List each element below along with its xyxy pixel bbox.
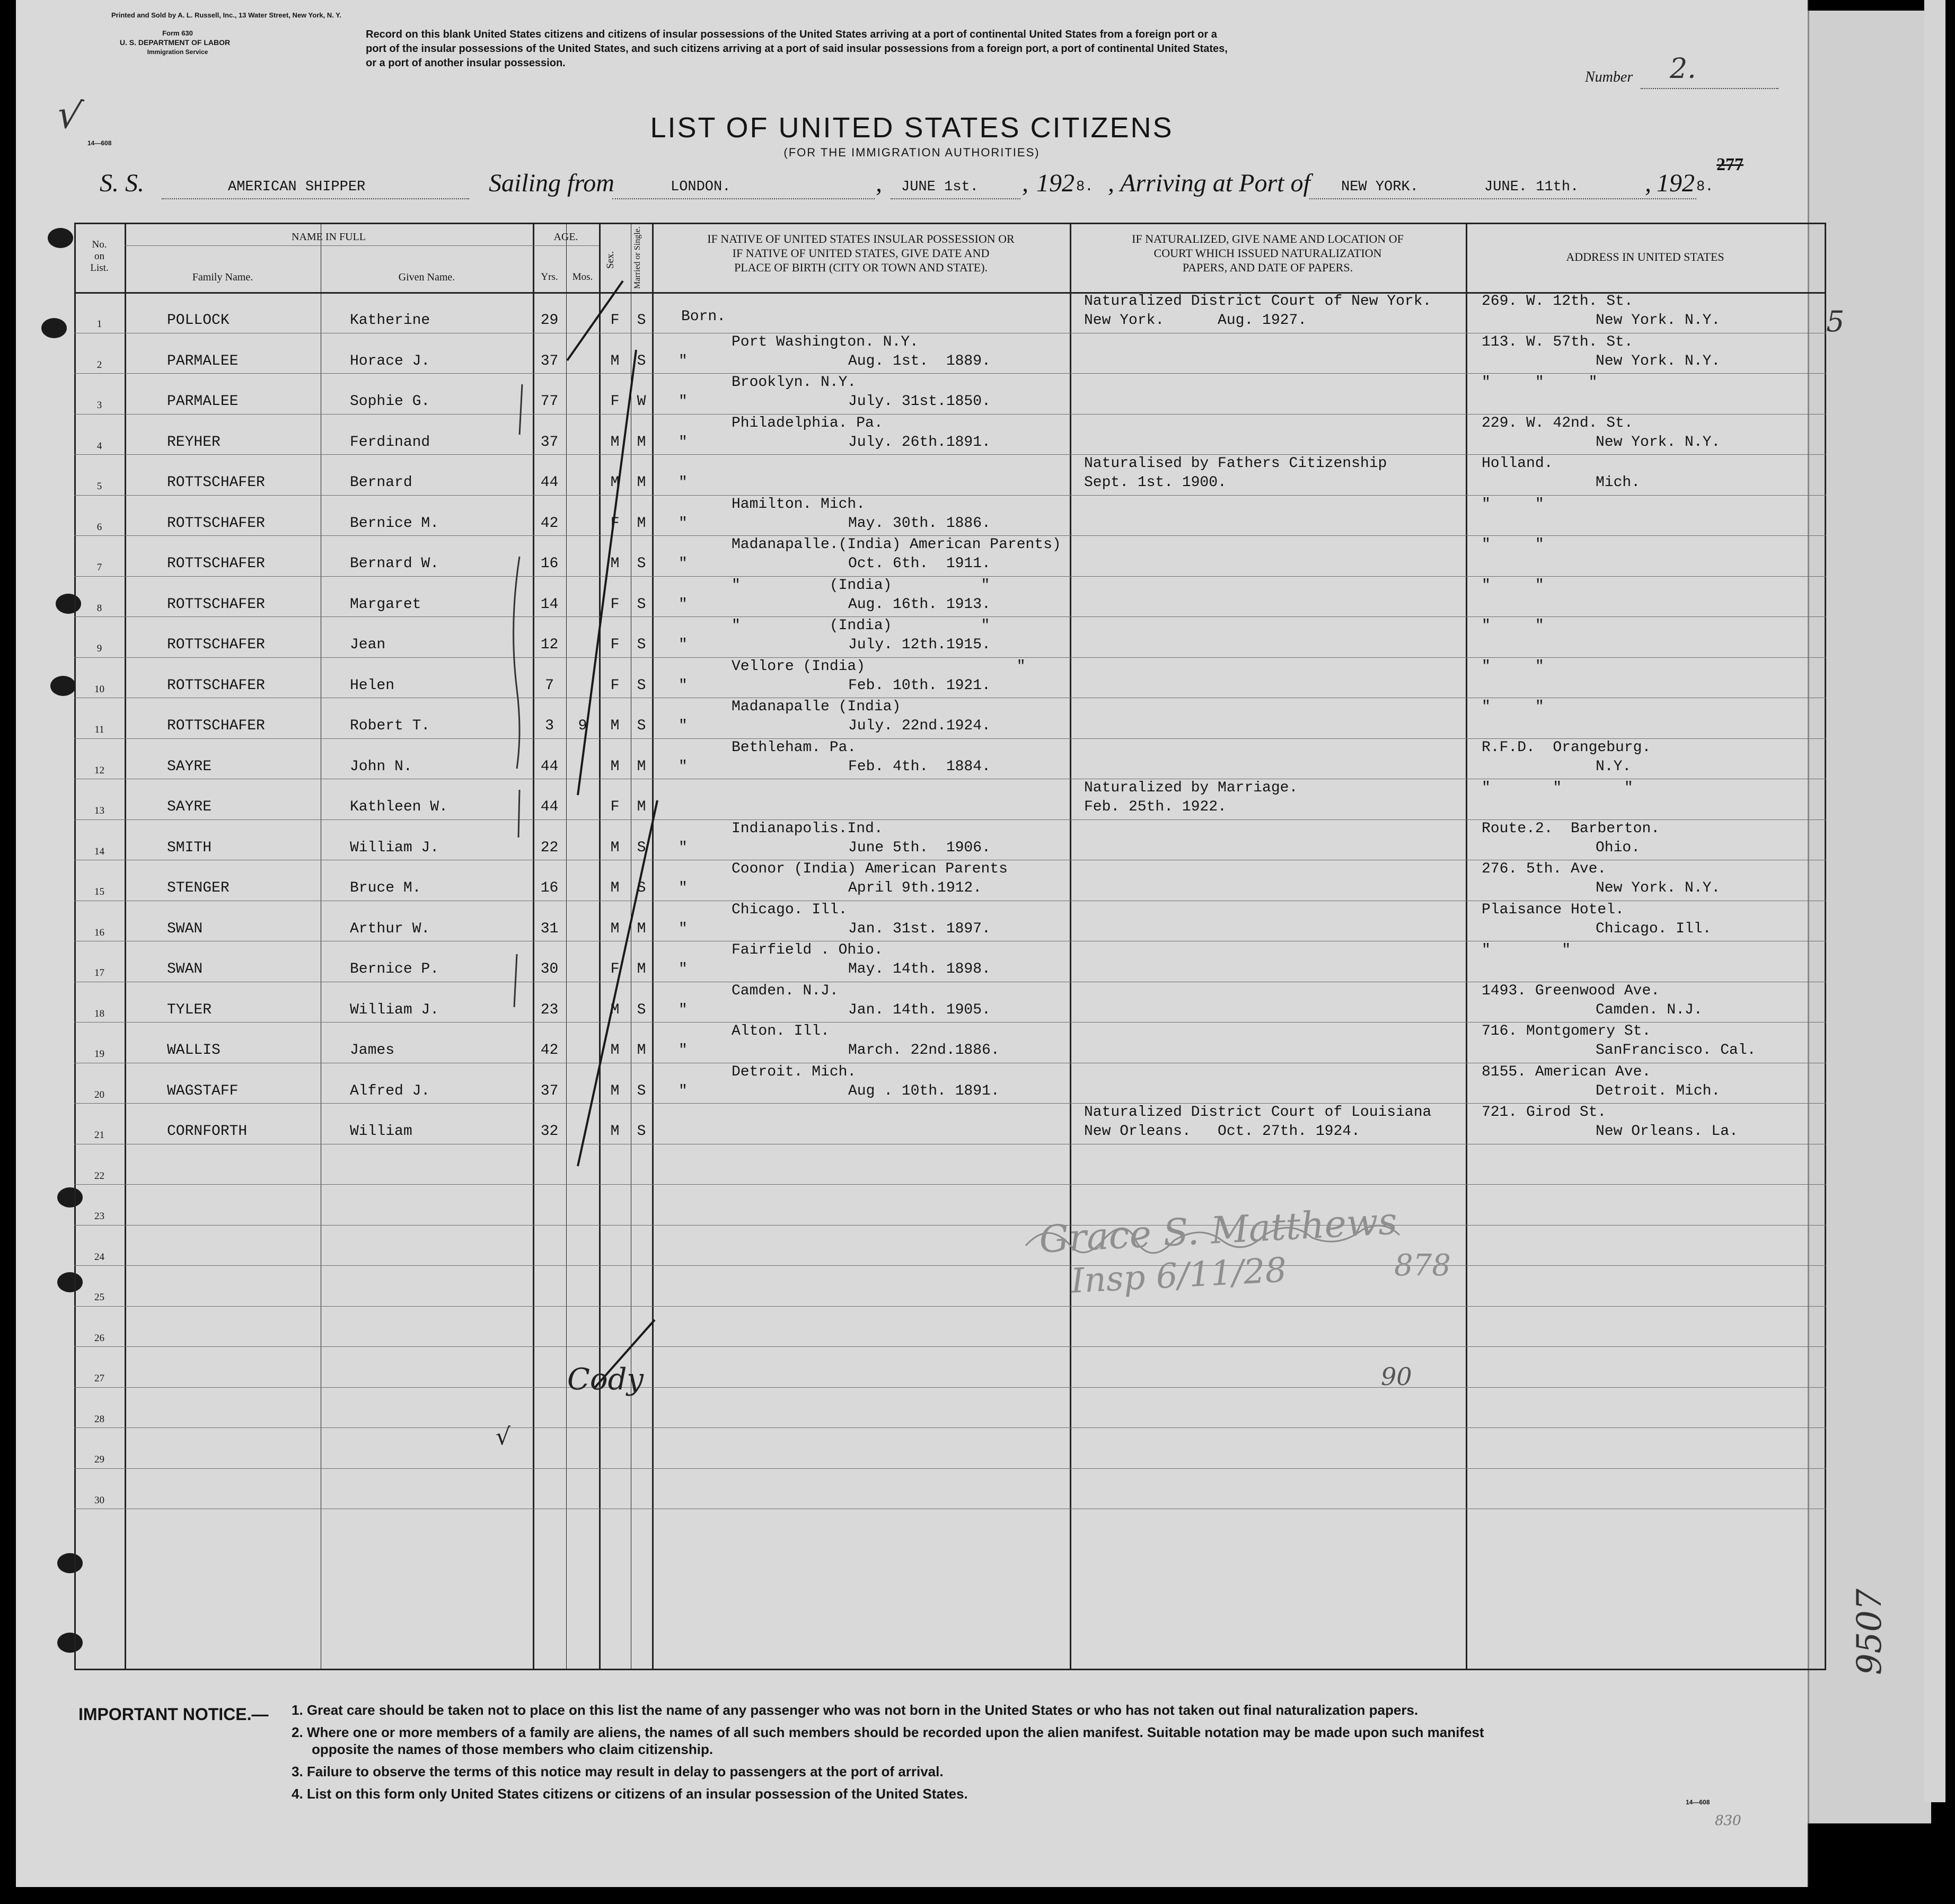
col-family: Family Name. — [192, 271, 253, 283]
ditto-mark: " — [679, 839, 688, 856]
address-1: 269. W. 12th. St. — [1482, 293, 1633, 310]
birth-date: July. 12th.1915. — [848, 637, 991, 653]
year-prefix: 192 — [1036, 169, 1075, 197]
sail-year: 8. — [1076, 179, 1094, 195]
family-name: ROTTSCHAFER — [167, 515, 265, 532]
family-name: SMITH — [167, 839, 212, 856]
arrival-port: NEW YORK. — [1341, 179, 1419, 195]
age-years: 44 — [540, 758, 559, 775]
address-1: Plaisance Hotel. — [1482, 901, 1624, 918]
birth-date: March. 22nd.1886. — [848, 1042, 1000, 1059]
address-1: " " — [1482, 618, 1544, 634]
address-2: New Orleans. La. — [1596, 1123, 1738, 1140]
row-number: 19 — [94, 1048, 104, 1060]
col-nat-line: IF NATURALIZED, GIVE NAME AND LOCATION OF — [1132, 232, 1404, 245]
marital-status: S — [637, 1123, 646, 1140]
given-name: Bernice P. — [350, 961, 439, 977]
birth-date: Aug . 10th. 1891. — [848, 1082, 1000, 1099]
born-label: Born. — [681, 308, 726, 325]
row-number: 2 — [96, 359, 102, 371]
sailing-from: LONDON. — [671, 179, 731, 195]
year-prefix: 192 — [1657, 169, 1695, 197]
ditto-mark: " — [679, 393, 688, 410]
sex: F — [610, 596, 620, 613]
row-number: 8 — [96, 602, 102, 614]
row-number: 29 — [94, 1454, 104, 1465]
given-name: Bernice M. — [350, 515, 439, 532]
row-number: 24 — [94, 1251, 104, 1263]
instruction-line: or a port of another insular possession. — [366, 57, 566, 69]
row-number: 28 — [94, 1413, 104, 1425]
service: Immigration Service — [147, 48, 208, 56]
sex: F — [610, 637, 620, 653]
col-birth-line: PLACE OF BIRTH (CITY OR TOWN AND STATE). — [734, 261, 988, 274]
given-name: Helen — [350, 677, 395, 694]
naturalization-2: Sept. 1st. 1900. — [1084, 474, 1227, 491]
given-name: James — [350, 1042, 395, 1059]
address-1: " " " — [1482, 374, 1598, 391]
sex-column-check-strokes — [567, 281, 657, 1389]
family-name: CORNFORTH — [167, 1123, 248, 1140]
row-number: 13 — [94, 805, 104, 816]
sex: M — [610, 1042, 620, 1059]
address-2: Mich. — [1596, 474, 1641, 491]
marital-status: S — [637, 677, 646, 694]
ditto-mark: " — [679, 1082, 688, 1099]
naturalization-1: Naturalized District Court of Louisiana — [1084, 1104, 1432, 1121]
number-value: 2. — [1670, 53, 1696, 85]
birth-place: Detroit. Mich. — [732, 1063, 857, 1080]
birth-date: July. 22nd.1924. — [848, 718, 991, 734]
family-name: ROTTSCHAFER — [167, 596, 265, 613]
check-mark: √ — [54, 91, 85, 139]
address-1: R.F.D. Orangeburg. — [1482, 739, 1651, 756]
address-1: " " — [1482, 577, 1544, 594]
address-1: " " — [1482, 496, 1544, 513]
birth-date: Feb. 4th. 1884. — [848, 758, 991, 775]
address-2: SanFrancisco. Cal. — [1596, 1042, 1756, 1059]
col-sex: Sex. — [605, 251, 616, 269]
row-number: 18 — [94, 1008, 104, 1019]
address-1: 721. Girod St. — [1482, 1104, 1607, 1121]
bracket-marks — [514, 384, 522, 1007]
signature-number: 878 — [1394, 1248, 1451, 1283]
marital-status: S — [637, 839, 646, 856]
marital-status: M — [637, 758, 646, 775]
sex: F — [610, 515, 620, 532]
birth-date: April 9th.1912. — [848, 880, 982, 896]
col-nat-line: COURT WHICH ISSUED NATURALIZATION — [1153, 246, 1382, 260]
address-2: Ohio. — [1596, 839, 1641, 856]
given-name: William J. — [350, 1001, 439, 1018]
ditto-mark: " — [679, 352, 688, 369]
birth-date: Jan. 14th. 1905. — [848, 1001, 991, 1018]
row-number: 10 — [94, 683, 104, 695]
birth-date: July. 31st.1850. — [848, 393, 991, 410]
ditto-mark: " — [679, 961, 688, 977]
ss-label: S. S. — [100, 169, 144, 197]
address-1: 113. W. 57th. St. — [1482, 333, 1633, 350]
address-2: Detroit. Mich. — [1596, 1082, 1721, 1099]
given-name: Bernard W. — [350, 556, 439, 572]
family-name: WALLIS — [167, 1042, 221, 1059]
address-1: " " — [1482, 658, 1544, 675]
inspector-signature: Grace S. Matthews — [1038, 1199, 1398, 1262]
row-number: 15 — [94, 886, 104, 897]
handwritten-tick: √ — [496, 1423, 511, 1450]
marital-status: W — [637, 393, 646, 410]
given-name: William J. — [350, 839, 439, 856]
row-number: 26 — [94, 1332, 104, 1344]
address-1: Holland. — [1482, 455, 1553, 472]
marital-status: S — [637, 1082, 646, 1099]
family-name: ROTTSCHAFER — [167, 474, 265, 491]
naturalization-1: Naturalised by Fathers Citizenship — [1084, 455, 1387, 472]
ship-name: AMERICAN SHIPPER — [228, 179, 366, 195]
comma: , — [1645, 169, 1651, 197]
right-margin-mark: 5 — [1826, 305, 1845, 338]
birth-place: Hamilton. Mich. — [732, 496, 866, 513]
given-name: Katherine — [350, 312, 430, 329]
ditto-mark: " — [679, 515, 688, 532]
row-number: 20 — [94, 1089, 104, 1100]
form-code: 14—608 — [87, 139, 112, 147]
ditto-mark: " — [679, 434, 688, 451]
inspection-date: Insp 6/11/28 — [1070, 1250, 1288, 1301]
col-married: Married or Single. — [633, 226, 642, 289]
address-1: " " " — [1482, 780, 1633, 796]
given-name: Horace J. — [350, 352, 430, 369]
row-number: 14 — [94, 845, 104, 857]
col-birth-line: IF NATIVE OF UNITED STATES INSULAR POSSESSION OR — [707, 232, 1015, 245]
given-name: Margaret — [350, 596, 421, 613]
birth-place: Alton. Ill. — [732, 1023, 830, 1039]
birth-place: Brooklyn. N.Y. — [732, 374, 857, 391]
sailing-label: Sailing from — [489, 169, 614, 197]
col-name-in-full: NAME IN FULL — [292, 231, 366, 243]
age-years: 3 — [545, 718, 554, 734]
department: U. S. DEPARTMENT OF LABOR — [119, 38, 231, 47]
col-mos: Mos. — [572, 271, 593, 283]
birth-place: Chicago. Ill. — [732, 901, 848, 918]
notice-item: 2. Where one or more members of a family are aliens, the names of all such members should be recorded upon the alien manifest. Suitable notation may be made upon such manifest — [292, 1724, 1484, 1740]
sex: M — [610, 880, 620, 896]
col-birth-line: IF NATIVE OF UNITED STATES, GIVE DATE AND — [732, 246, 990, 260]
family-name: ROTTSCHAFER — [167, 556, 265, 572]
family-name: STENGER — [167, 880, 230, 896]
birth-place: Fairfield . Ohio. — [732, 942, 883, 958]
col-no-line: on — [94, 251, 104, 262]
birth-place: Port Washington. N.Y. — [732, 333, 919, 350]
ditto-mark: " — [679, 556, 688, 572]
birth-place: Madanapalle (India) — [732, 699, 901, 715]
birth-date: May. 14th. 1898. — [848, 961, 991, 977]
sex: M — [610, 434, 620, 451]
given-name: William — [350, 1123, 412, 1140]
row-number: 17 — [94, 967, 104, 979]
family-name: PARMALEE — [167, 393, 239, 410]
birth-place: Indianapolis.Ind. — [732, 820, 883, 837]
form-number: Form 630 — [162, 29, 193, 37]
ditto-mark: " — [679, 596, 688, 613]
given-name: Bernard — [350, 474, 412, 491]
age-years: 12 — [540, 637, 559, 653]
sex: M — [610, 1123, 620, 1140]
notice-item: 3. Failure to observe the terms of this notice may result in delay to passengers at the port of arrival. — [292, 1764, 944, 1779]
family-name: ROTTSCHAFER — [167, 637, 265, 653]
age-years: 77 — [540, 393, 559, 410]
arrival-date: JUNE. 11th. — [1484, 179, 1579, 195]
marital-status: M — [637, 799, 646, 815]
birth-place: Coonor (India) American Parents — [732, 861, 1008, 877]
birth-date: May. 30th. 1886. — [848, 515, 991, 532]
sex: F — [610, 393, 620, 410]
age-years: 44 — [540, 474, 559, 491]
notice-item: 1. Great care should be taken not to place on this list the name of any passenger who was not born in the United States or who has not taken out final naturalization papers. — [292, 1702, 1419, 1718]
family-name: SAYRE — [167, 758, 212, 775]
age-years: 22 — [540, 839, 559, 856]
address-1: " " — [1482, 942, 1571, 958]
birth-date: Feb. 10th. 1921. — [848, 677, 991, 694]
birth-place: Bethleham. Pa. — [732, 739, 857, 756]
sex: F — [610, 799, 620, 815]
address-2: Camden. N.J. — [1596, 1001, 1703, 1018]
given-name: John N. — [350, 758, 412, 775]
row-number: 21 — [94, 1130, 104, 1141]
naturalization-2: New York. Aug. 1927. — [1084, 312, 1307, 329]
given-name: Alfred J. — [350, 1082, 430, 1099]
family-name: SWAN — [167, 961, 203, 977]
age-years: 14 — [540, 596, 559, 613]
vertical-number: 9507 — [1850, 1589, 1889, 1675]
given-name: Kathleen W. — [350, 799, 448, 815]
col-age: AGE. — [553, 231, 578, 243]
sex: F — [610, 961, 620, 977]
handwritten-initial: Cody — [567, 1362, 644, 1397]
page-title: LIST OF UNITED STATES CITIZENS — [650, 112, 1174, 144]
sex: M — [610, 1082, 620, 1099]
age-years: 30 — [540, 961, 559, 977]
birth-place: Vellore (India) " — [732, 658, 1026, 675]
given-name: Jean — [350, 637, 386, 653]
age-months: 9 — [578, 718, 587, 734]
naturalization-1: Naturalized by Marriage. — [1084, 780, 1298, 796]
row-number: 16 — [94, 927, 104, 938]
col-address: ADDRESS IN UNITED STATES — [1566, 250, 1724, 263]
naturalization-2: New Orleans. Oct. 27th. 1924. — [1084, 1123, 1360, 1140]
family-name: REYHER — [167, 434, 221, 451]
notice-item: opposite the names of those members who claim citizenship. — [312, 1741, 714, 1757]
age-years: 37 — [540, 352, 559, 369]
marital-status: M — [637, 961, 646, 977]
corner-number: 830 — [1715, 1813, 1741, 1829]
col-yrs: Yrs. — [541, 271, 558, 283]
given-name: Robert T. — [350, 718, 430, 734]
naturalization-1: Naturalized District Court of New York. — [1084, 293, 1432, 310]
comma: , — [876, 169, 882, 197]
marital-status: M — [637, 434, 646, 451]
page-subtitle: (FOR THE IMMIGRATION AUTHORITIES) — [783, 146, 1040, 159]
family-name: ROTTSCHAFER — [167, 677, 265, 694]
marital-status: S — [637, 880, 646, 896]
row-number: 30 — [94, 1494, 104, 1506]
ditto-mark: " — [679, 718, 688, 734]
marital-status: S — [637, 596, 646, 613]
col-given: Given Name. — [398, 271, 455, 283]
marital-status: S — [637, 352, 646, 369]
row-number: 3 — [96, 400, 102, 411]
ditto-mark: " — [679, 920, 688, 937]
marital-status: S — [637, 312, 646, 329]
row-number: 12 — [94, 764, 104, 776]
marital-status: S — [637, 1001, 646, 1018]
address-2: New York. N.Y. — [1596, 312, 1721, 329]
given-name: Bruce M. — [350, 880, 421, 896]
address-2: New York. N.Y. — [1596, 434, 1721, 451]
col-nat-line: PAPERS, AND DATE OF PAPERS. — [1182, 261, 1353, 274]
address-1: " " — [1482, 536, 1544, 553]
ditto-mark: " — [679, 677, 688, 694]
age-years: 44 — [540, 799, 559, 815]
birth-place: " (India) " — [732, 618, 990, 634]
row-number: 23 — [94, 1211, 104, 1222]
age-years: 37 — [540, 1082, 559, 1099]
marital-status: S — [637, 556, 646, 572]
footer-code: 14—608 — [1686, 1799, 1710, 1806]
sail-date: JUNE 1st. — [901, 179, 979, 195]
age-years: 31 — [540, 920, 559, 937]
instruction-line: Record on this blank United States citizens and citizens of insular possessions of the United States arriving at a port of continental United States from a foreign port or a — [366, 29, 1217, 40]
address-2: New York. N.Y. — [1596, 880, 1721, 896]
comma: , — [1022, 169, 1028, 197]
col-no-line: No. — [92, 239, 107, 250]
naturalization-2: Feb. 25th. 1922. — [1084, 799, 1227, 815]
given-name: Arthur W. — [350, 920, 430, 937]
sex: M — [610, 1001, 620, 1018]
age-years: 37 — [540, 434, 559, 451]
given-name: Ferdinand — [350, 434, 430, 451]
ditto-mark: " — [679, 637, 688, 653]
age-years: 32 — [540, 1123, 559, 1140]
address-1: " " — [1482, 699, 1544, 715]
birth-date: Aug. 1st. 1889. — [848, 352, 991, 369]
address-1: 8155. American Ave. — [1482, 1063, 1651, 1080]
notice-item: 4. List on this form only United States citizens or citizens of an insular possession of the United States. — [292, 1786, 968, 1802]
sex: M — [610, 758, 620, 775]
row-number: 5 — [96, 481, 102, 492]
address-1: 276. 5th. Ave. — [1482, 861, 1607, 877]
arrival-year: 8. — [1696, 179, 1714, 195]
row-number: 11 — [94, 724, 104, 735]
ditto-mark: " — [679, 758, 688, 775]
marital-status: S — [637, 637, 646, 653]
row-number: 25 — [94, 1292, 104, 1303]
sex: M — [610, 352, 620, 369]
sex: M — [610, 474, 620, 491]
birth-place: Philadelphia. Pa. — [732, 415, 883, 431]
address-2: New York. N.Y. — [1596, 352, 1721, 369]
sex: F — [610, 677, 620, 694]
birth-place: " (India) " — [732, 577, 990, 594]
address-2: N.Y. — [1596, 758, 1632, 775]
number-90: 90 — [1381, 1362, 1412, 1391]
marital-status: S — [637, 718, 646, 734]
row-number: 1 — [96, 319, 102, 330]
family-name: POLLOCK — [167, 312, 230, 329]
row-number: 4 — [96, 440, 102, 452]
sex: F — [610, 312, 620, 329]
age-years: 42 — [540, 1042, 559, 1059]
marital-status: M — [637, 920, 646, 937]
row-number: 6 — [96, 521, 102, 533]
birth-date: Aug. 16th. 1913. — [848, 596, 991, 613]
birth-date: Oct. 6th. 1911. — [848, 556, 991, 572]
arriving-label: , Arriving at Port of — [1108, 169, 1310, 197]
family-name: PARMALEE — [167, 352, 239, 369]
ditto-mark: " — [679, 474, 688, 491]
age-years: 7 — [545, 677, 554, 694]
notice-heading: IMPORTANT NOTICE.— — [78, 1705, 269, 1724]
notice-items — [292, 1702, 1776, 1802]
birth-place: Madanapalle.(India) American Parents) — [732, 536, 1061, 553]
row-number: 7 — [96, 562, 102, 573]
birth-date: June 5th. 1906. — [848, 839, 991, 856]
address-1: 229. W. 42nd. St. — [1482, 415, 1633, 431]
address-1: 716. Montgomery St. — [1482, 1023, 1651, 1039]
printer-line: Printed and Sold by A. L. Russell, Inc., 13 Water Street, New York, N. Y. — [111, 11, 341, 19]
age-years: 16 — [540, 556, 559, 572]
address-2: Chicago. Ill. — [1596, 920, 1712, 937]
birth-place: Camden. N.J. — [732, 982, 839, 999]
ditto-mark: " — [679, 880, 688, 896]
row-number: 9 — [96, 643, 102, 654]
marital-status: M — [637, 1042, 646, 1059]
col-no-line: List. — [90, 262, 109, 274]
address-1: 1493. Greenwood Ave. — [1482, 982, 1660, 999]
given-name: Sophie G. — [350, 393, 430, 410]
age-years: 29 — [540, 312, 559, 329]
struck-year: 277 — [1716, 155, 1743, 174]
address-1: Route.2. Barberton. — [1482, 820, 1660, 837]
row-number: 22 — [94, 1170, 104, 1182]
birth-date: July. 26th.1891. — [848, 434, 991, 451]
marital-status: M — [637, 474, 646, 491]
age-years: 16 — [540, 880, 559, 896]
ditto-mark: " — [679, 1042, 688, 1059]
marital-status: M — [637, 515, 646, 532]
sex: M — [610, 920, 620, 937]
age-years: 42 — [540, 515, 559, 532]
row-number: 27 — [94, 1373, 104, 1384]
sex: M — [610, 718, 620, 734]
age-years: 23 — [540, 1001, 559, 1018]
family-name: ROTTSCHAFER — [167, 718, 265, 734]
sex: M — [610, 556, 620, 572]
family-name: SWAN — [167, 920, 203, 937]
family-name: SAYRE — [167, 799, 212, 815]
number-label: Number — [1585, 69, 1633, 85]
sex: M — [610, 839, 620, 856]
family-name: TYLER — [167, 1001, 212, 1018]
birth-date: Jan. 31st. 1897. — [848, 920, 991, 937]
family-name: WAGSTAFF — [167, 1082, 239, 1099]
ditto-mark: " — [679, 1001, 688, 1018]
instruction-line: port of the insular possessions of the United States, and such citizens arriving at a port of said insular possessions from a foreign port, a port of continental United States, — [366, 43, 1228, 55]
